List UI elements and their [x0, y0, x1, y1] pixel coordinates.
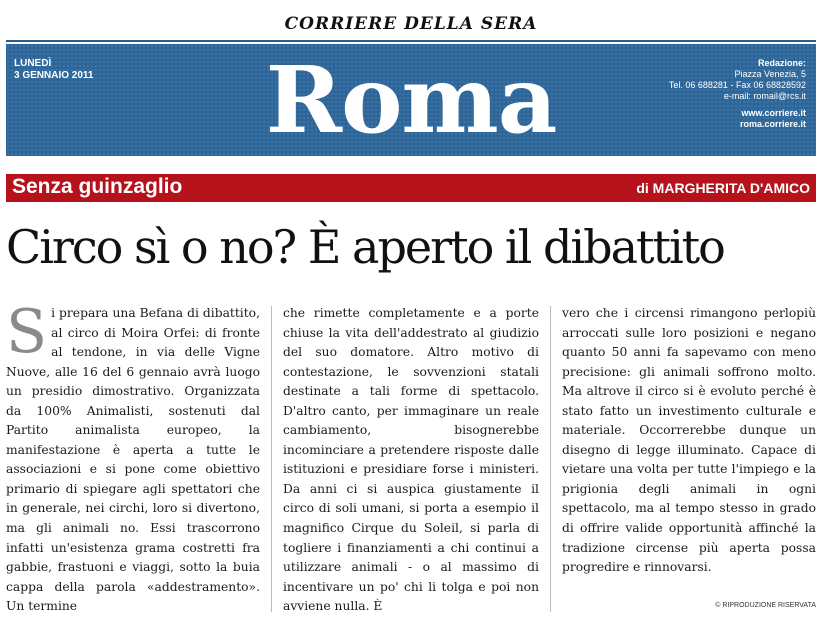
local-website-link: roma.corriere.it: [739, 119, 806, 129]
column-divider: [271, 306, 272, 612]
copyright-notice: © RIPRODUZIONE RISERVATA: [715, 602, 816, 609]
column-1-text: i prepara una Befana di dibattito, al circo di Moira Orfei: di fronte al tendone, in via delle Vigne Nuove, alle 16 del 6 gennaio avrà luogo un presidio dimostrativo. Organizzata da 100% Animalisti, sostenuti dal Partito animalista europeo, la manifestazione è aperta a tutte le associazioni e si pone come obiettivo primario di spiegare agli spettatori che in generale, nei circhi, loro si divertono, ma gli animali no. Essi trascorrono infatti un'esistenza grama costretti fra gabbie, frastuoni e viaggi, sotto la buia cappa della parola «addestramento». Un termine: [6, 306, 260, 614]
phone-fax: Tel. 06 688281 - Fax 06 68828592: [668, 80, 806, 90]
email: e-mail: romail@rcs.it: [723, 91, 806, 101]
column-3-text: vero che i circensi rimangono perlopiù arroccati sulle loro posizioni e negano quanto 50 anni fa sapevamo con meno precisione: gli animali soffrono molto. Ma altrove il circo si è evoluto perché è stato fatto un investimento culturale e materiale. Occorrerebbe dunque un disegno di legge illuminato. Capace di vietare una volta per tutte l'impiego e la prigionia degli animali in ogni spettacolo, ma al tempo stesso in grado di offrire valide opportunità affinché la tradizione circense più aperta possa progredire e rinnovarsi.: [562, 306, 816, 575]
newspaper-name: CORRIERE DELLA SERA: [284, 14, 538, 34]
redazione-label: Redazione:: [757, 58, 806, 68]
issue-date-text: 3 GENNAIO 2011: [14, 70, 94, 81]
city-banner: [6, 44, 816, 156]
author-byline: di MARGHERITA D'AMICO: [636, 180, 810, 196]
column-2-text: che rimette completamente e a porte chiuse la vita dell'addestrato al giudizio del suo domatore. Altro motivo di contestazione, le sovvenzioni statali destinate a tali forme di spettacolo. D'altro canto, per immaginare un reale cambiamento, bisognerebbe incominciare a pretendere risposte dalle istituzioni e presidiare forse i ministeri. Da anni ci si auspica giustamente il circo di soli umani, si porta a esempio il magnifico Cirque du Soleil, si parla di togliere i finanziamenti a chi continui a utilizzare animali - o al massimo di incentivare un po' chi li tolga e poi non avviene nulla. È: [283, 306, 539, 614]
editorial-contacts: [669, 58, 806, 130]
article-column-2: [283, 304, 539, 616]
column-divider: [550, 306, 551, 612]
issue-day: LUNEDÌ: [14, 58, 52, 69]
section-rubric: Senza guinzaglio: [12, 175, 183, 198]
article-column-1: [6, 304, 260, 616]
section-bar: [6, 174, 816, 202]
article-headline: Circo sì o no? È aperto il dibattito: [6, 220, 724, 274]
city-title: Roma: [265, 46, 557, 154]
article-column-3: [562, 304, 816, 616]
address: Piazza Venezia, 5: [734, 69, 806, 79]
website-link: www.corriere.it: [741, 108, 806, 118]
drop-cap: S: [6, 304, 48, 367]
masthead-rule: [6, 40, 816, 42]
